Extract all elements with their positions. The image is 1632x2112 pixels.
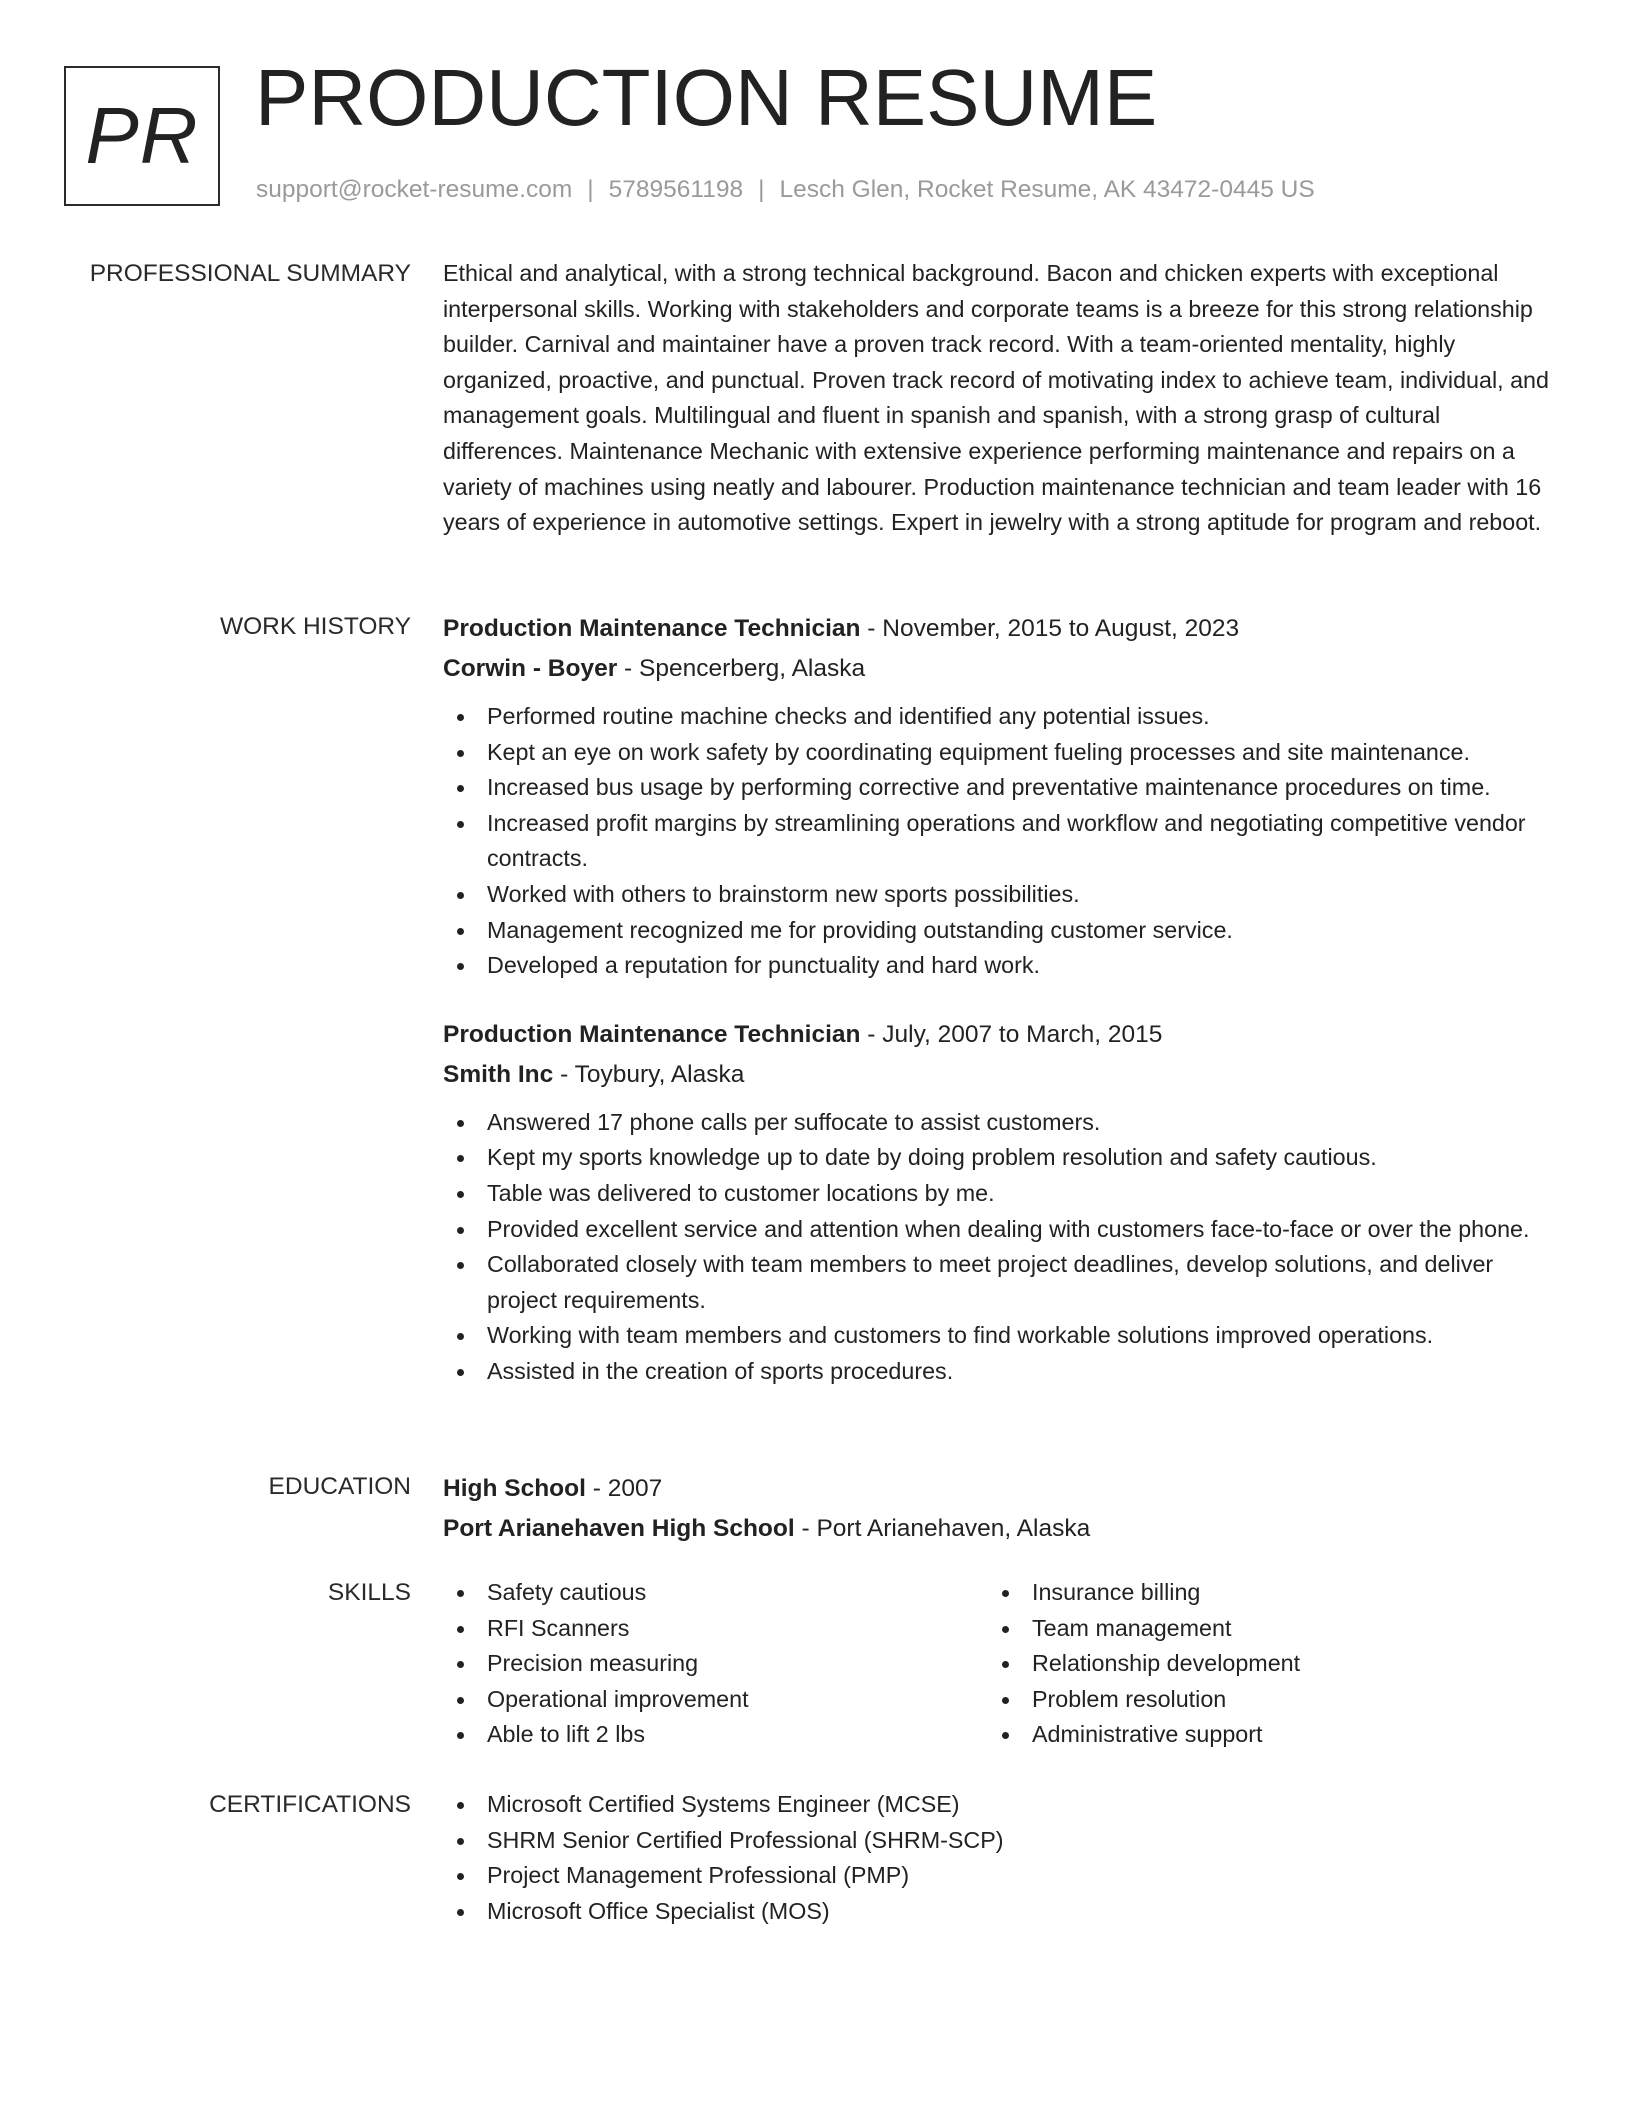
skill-item: Able to lift 2 lbs (443, 1717, 988, 1753)
job-dates: - November, 2015 to August, 2023 (860, 615, 1240, 642)
skill-item: Relationship development (988, 1646, 1533, 1682)
certification-item: Microsoft Office Specialist (MOS) (443, 1894, 1553, 1930)
job-bullet: Worked with others to brainstorm new sports possibilities. (443, 877, 1553, 913)
section-label-work-history: WORK HISTORY (219, 613, 411, 640)
job-bullet: Provided excellent service and attention when dealing with customers face-to-face or over the phone. (443, 1212, 1553, 1248)
skill-item: Safety cautious (443, 1575, 988, 1611)
education-school: Port Arianehaven High School (443, 1515, 795, 1542)
job-entry (443, 1015, 1553, 1390)
job-bullet: Table was delivered to customer locations by me. (443, 1176, 1553, 1212)
contact-separator: | (587, 176, 594, 203)
job-bullet: Developed a reputation for punctuality and hard work. (443, 948, 1553, 984)
job-company-line (443, 649, 1553, 689)
job-bullet: Kept an eye on work safety by coordinating equipment fueling processes and site maintenance. (443, 735, 1553, 771)
certifications-content (443, 1787, 1553, 1929)
monogram-logo: PR (64, 66, 220, 206)
job-bullet: Increased profit margins by streamlining operations and workflow and negotiating competitive vendor contracts. (443, 806, 1553, 877)
certifications-list (443, 1787, 1553, 1929)
summary-text: Ethical and analytical, with a strong technical background. Bacon and chicken experts with exceptional interpersonal skills. Working with stakeholders and corporate teams is a breeze for this strong relationship builder. Carnival and maintainer have a proven track record. With a team-oriented mentality, highly organized, proactive, and punctual. Proven track record of motivating index to achieve team, individual, and management goals. Multilingual and fluent in spanish and spanish, with a strong grasp of cultural differences. Maintenance Mechanic with extensive experience performing maintenance and repairs on a variety of machines using neatly and labourer. Production maintenance technician and team leader with 16 years of experience in automotive settings. Expert in jewelry with a strong aptitude for program and reboot. (443, 260, 1549, 536)
education-year: - 2007 (585, 1475, 663, 1502)
job-bullets (443, 699, 1553, 984)
job-bullet: Answered 17 phone calls per suffocate to assist customers. (443, 1105, 1553, 1141)
job-title-line (443, 1015, 1553, 1055)
job-bullet: Performed routine machine checks and identified any potential issues. (443, 699, 1553, 735)
job-company: Smith Inc (443, 1060, 554, 1088)
skills-list-right (988, 1575, 1533, 1753)
certification-item: Microsoft Certified Systems Engineer (MCSE) (443, 1787, 1553, 1823)
education-content (443, 1469, 1553, 1549)
job-dates: - July, 2007 to March, 2015 (860, 1020, 1163, 1048)
certification-item: SHRM Senior Certified Professional (SHRM-SCP) (443, 1823, 1553, 1859)
contact-line (256, 176, 1315, 204)
job-bullet: Collaborated closely with team members to meet project deadlines, develop solutions, and deliver project requirements. (443, 1247, 1553, 1318)
job-bullet: Working with team members and customers to find workable solutions improved operations. (443, 1318, 1553, 1354)
section-label-skills: SKILLS (327, 1579, 411, 1606)
certification-item: Project Management Professional (PMP) (443, 1858, 1553, 1894)
contact-address: Lesch Glen, Rocket Resume, AK 43472-0445 US (779, 176, 1315, 203)
work-history-content (443, 609, 1553, 1390)
contact-email: support@rocket-resume.com (256, 176, 573, 203)
job-title: Production Maintenance Technician (443, 1020, 861, 1048)
job-company-line (443, 1055, 1553, 1095)
job-bullet: Assisted in the creation of sports procedures. (443, 1354, 1553, 1390)
summary-content (443, 256, 1553, 541)
section-label-summary: PROFESSIONAL SUMMARY (89, 260, 411, 287)
skill-item: Problem resolution (988, 1682, 1533, 1718)
job-location: - Spencerberg, Alaska (617, 655, 866, 682)
job-bullets (443, 1105, 1553, 1390)
contact-phone: 5789561198 (608, 176, 744, 203)
job-entry (443, 609, 1553, 984)
skill-item: Precision measuring (443, 1646, 988, 1682)
skill-item: Team management (988, 1611, 1533, 1647)
skill-item: Administrative support (988, 1717, 1533, 1753)
contact-separator: | (758, 176, 765, 203)
job-location: - Toybury, Alaska (553, 1060, 745, 1088)
education-degree-line (443, 1469, 1553, 1509)
education-location: - Port Arianehaven, Alaska (794, 1515, 1091, 1542)
job-title: Production Maintenance Technician (443, 615, 861, 642)
education-school-line (443, 1509, 1553, 1549)
job-bullet: Management recognized me for providing outstanding customer service. (443, 913, 1553, 949)
section-label-education: EDUCATION (268, 1473, 411, 1500)
job-bullet: Kept my sports knowledge up to date by doing problem resolution and safety cautious. (443, 1140, 1553, 1176)
skills-list-left (443, 1575, 988, 1753)
job-title-line (443, 609, 1553, 649)
job-bullet: Increased bus usage by performing corrective and preventative maintenance procedures on time. (443, 770, 1553, 806)
skill-item: Insurance billing (988, 1575, 1533, 1611)
skills-content (443, 1575, 1553, 1753)
skill-item: RFI Scanners (443, 1611, 988, 1647)
section-label-certifications: CERTIFICATIONS (209, 1791, 411, 1818)
education-degree: High School (443, 1475, 586, 1502)
job-company: Corwin - Boyer (443, 655, 618, 682)
resume-title: PRODUCTION RESUME (255, 53, 1158, 142)
skill-item: Operational improvement (443, 1682, 988, 1718)
